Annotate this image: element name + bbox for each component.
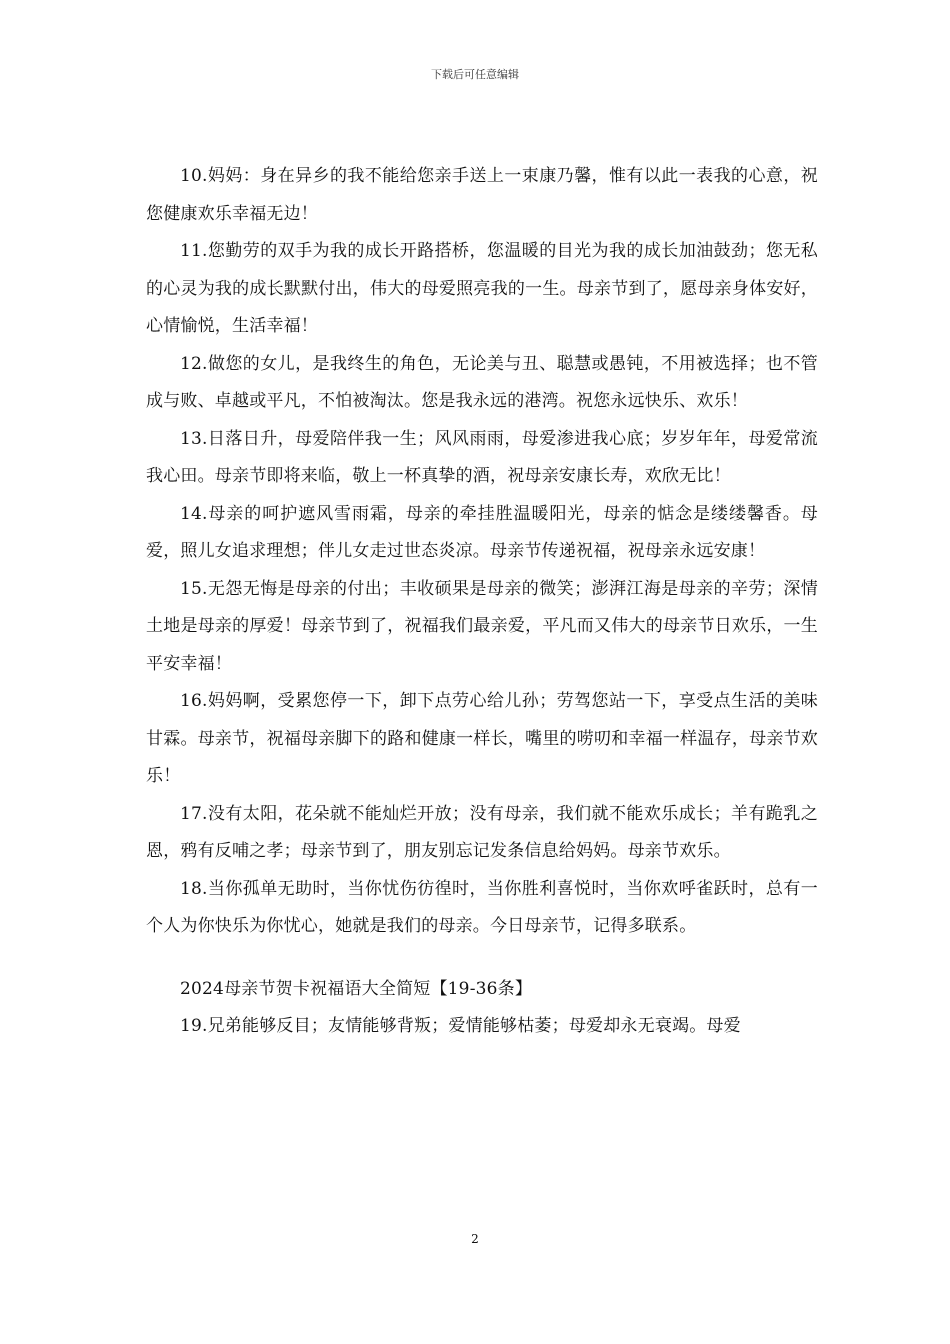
paragraph-15: 15.无怨无悔是母亲的付出；丰收硕果是母亲的微笑；澎湃江海是母亲的辛劳；深情土地是母亲的厚爱！母亲节到了，祝福我们最亲爱，平凡而又伟大的母亲节日欢乐，一生平安幸福！ (146, 578, 818, 674)
paragraph-16: 16.妈妈啊，受累您停一下，卸下点劳心给儿孙；劳驾您站一下，享受点生活的美味甘霖。母亲节，祝福母亲脚下的路和健康一样长，嘴里的唠叨和幸福一样温存，母亲节欢乐！ (146, 691, 818, 786)
paragraph-13: 13.日落日升，母爱陪伴我一生；风风雨雨，母爱渗进我心底；岁岁年年，母爱常流我心田。母亲节即将来临，敬上一杯真挚的酒，祝母亲安康长寿，欢欣无比！ (146, 428, 818, 486)
page-number: 2 (471, 1232, 479, 1246)
paragraph-11: 11.您勤劳的双手为我的成长开路搭桥，您温暖的目光为我的成长加油鼓劲；您无私的心灵为我的成长默默付出，伟大的母爱照亮我的一生。母亲节到了，愿母亲身体安好，心情愉悦，生活幸福！ (146, 241, 818, 336)
paragraph-18: 18.当你孤单无助时，当你忧伤彷徨时，当你胜利喜悦时，当你欢呼雀跃时，总有一个人为你快乐为你忧心，她就是我们的母亲。今日母亲节，记得多联系。 (146, 878, 818, 936)
paragraph-19: 19.兄弟能够反目；友情能够背叛；爱情能够枯萎；母爱却永无衰竭。母爱 (180, 1016, 741, 1036)
paragraph-12: 12.做您的女儿，是我终生的角色，无论美与丑、聪慧或愚钝，不用被选择；也不管成与败、卓越或平凡，不怕被淘汰。您是我永远的港湾。祝您永远快乐、欢乐！ (146, 353, 818, 411)
paragraph-10: 10.妈妈：身在异乡的我不能给您亲手送上一束康乃馨，惟有以此一表我的心意，祝您健康欢乐幸福无边！ (146, 166, 818, 224)
page-header: 下载后可任意编辑 (431, 68, 519, 81)
section-title: 2024母亲节贺卡祝福语大全简短【19-36条】 (180, 978, 533, 999)
paragraph-14: 14.母亲的呵护遮风雪雨霜，母亲的牵挂胜温暖阳光，母亲的惦念是缕缕馨香。母爱，照儿女追求理想；伴儿女走过世态炎凉。母亲节传递祝福，祝母亲永远安康！ (146, 503, 818, 561)
document-body (146, 158, 818, 1046)
paragraph-17: 17.没有太阳，花朵就不能灿烂开放；没有母亲，我们就不能欢乐成长；羊有跪乳之恩，鸦有反哺之孝；母亲节到了，朋友别忘记发条信息给妈妈。母亲节欢乐。 (146, 803, 818, 861)
